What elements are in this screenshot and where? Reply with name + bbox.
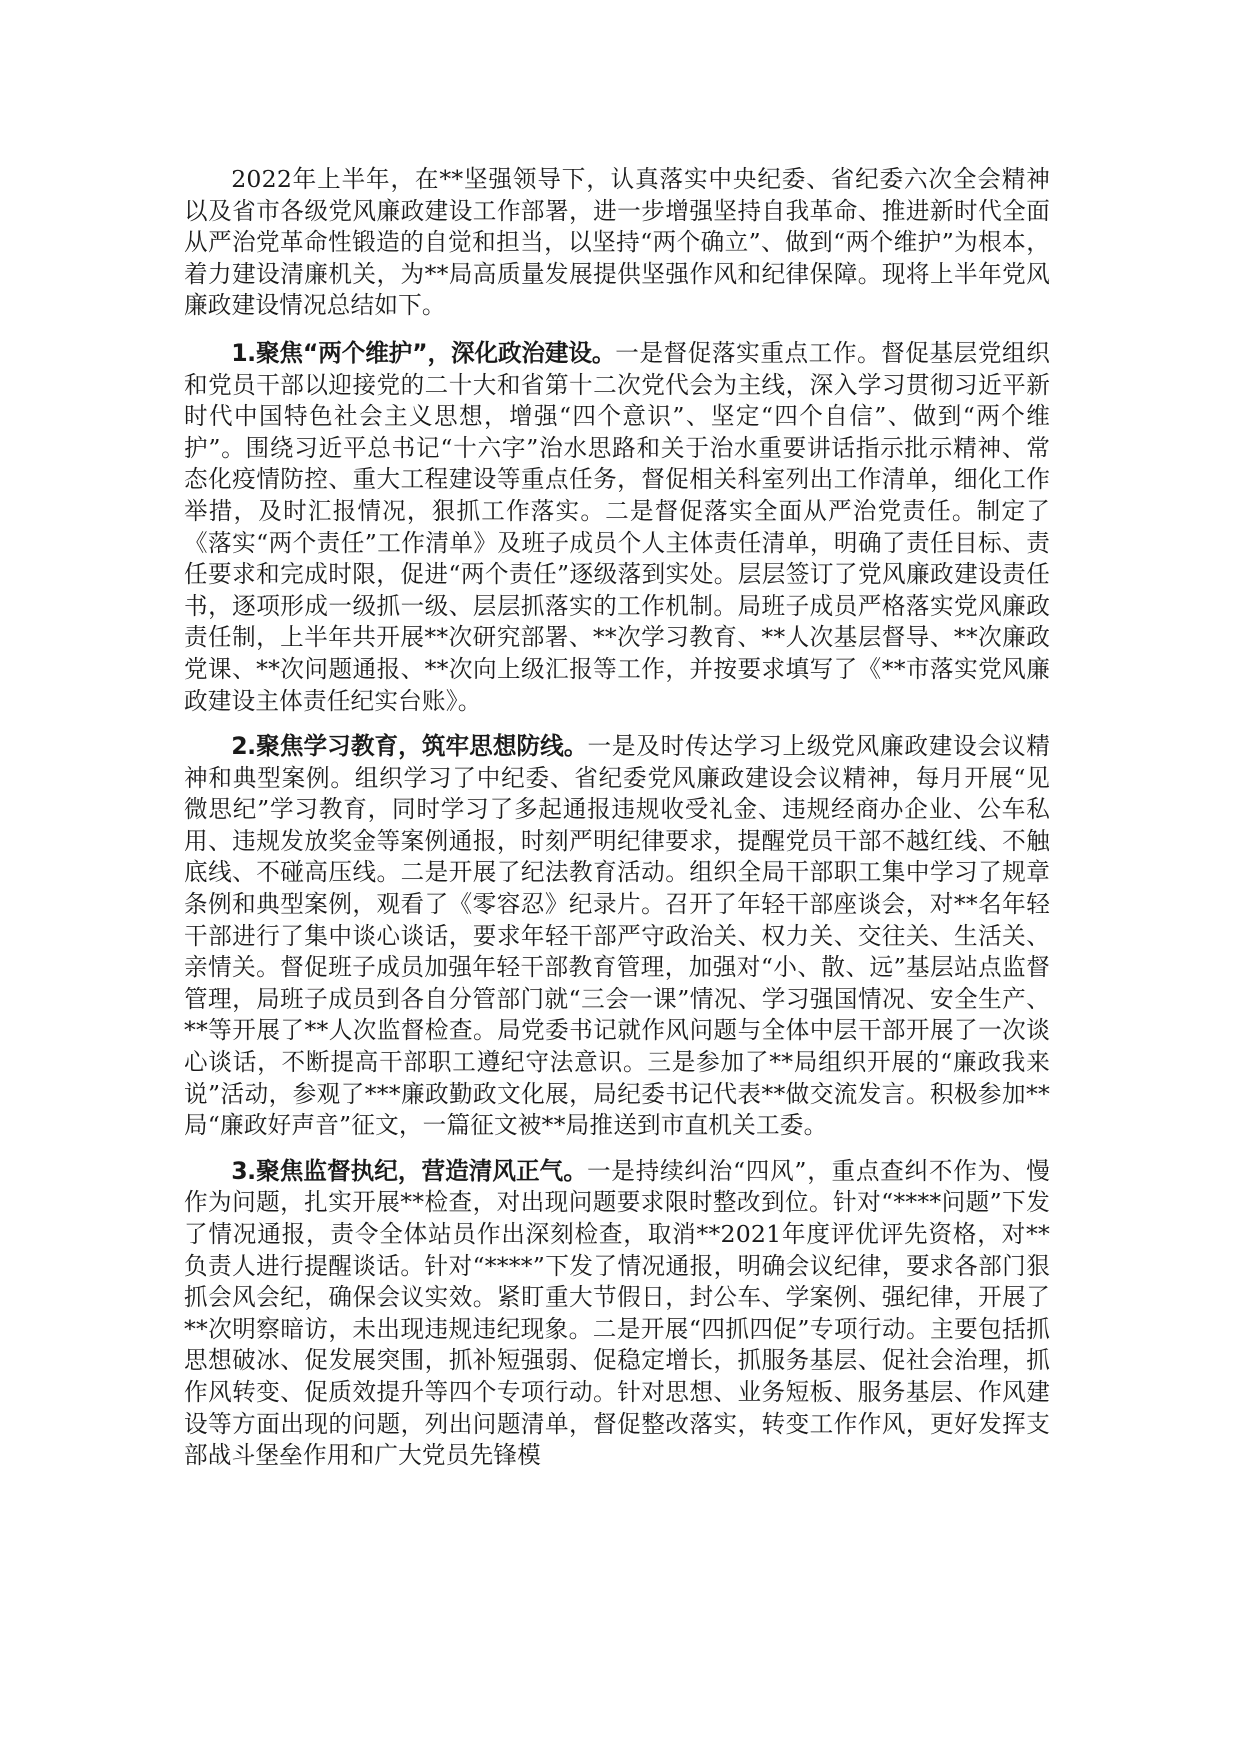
section-1-paragraph xyxy=(184,338,1050,717)
section-2-paragraph xyxy=(184,731,1050,1142)
section-2-heading: 2.聚焦学习教育，筑牢思想防线。 xyxy=(231,732,588,761)
section-3-body: 一是持续纠治“四风”，重点查纠不作为、慢作为问题，扎实开展**检查，对出现问题要求限时整改到位。针对“****问题”下发了情况通报，责令全体站员作出深刻检查，取消**2021年度评优评先资格，对**负责人进行提醒谈话。针对“****”下发了情况通报，明确会议纪律，要求各部门狠抓会风会纪，确保会议实效。紧盯重大节假日，封公车、学案例、强纪律，开展了**次明察暗访，未出现违规违纪现象。二是开展“四抓四促”专项行动。主要包括抓思想破冰、促发展突围，抓补短强弱、促稳定增长，抓服务基层、促社会治理，抓作风转变、促质效提升等四个专项行动。针对思想、业务短板、服务基层、作风建设等方面出现的问题，列出问题清单，督促整改落实，转变工作作风，更好发挥支部战斗堡垒作用和广大党员先锋模 xyxy=(184,1156,1050,1470)
section-1-heading: 1.聚焦“两个维护”，深化政治建设。 xyxy=(231,338,616,367)
section-1-body: 一是督促落实重点工作。督促基层党组织和党员干部以迎接党的二十大和省第十二次党代会为主线，深入学习贯彻习近平新时代中国特色社会主义思想，增强“四个意识”、坚定“四个自信”、做到“两个维护”。围绕习近平总书记“十六字”治水思路和关于治水重要讲话指示批示精神、常态化疫情防控、重大工程建设等重点任务，督促相关科室列出工作清单，细化工作举措，及时汇报情况，狠抓工作落实。二是督促落实全面从严治党责任。制定了《落实“两个责任”工作清单》及班子成员个人主体责任清单，明确了责任目标、责任要求和完成时限，促进“两个责任”逐级落到实处。层层签订了党风廉政建设责任书，逐项形成一级抓一级、层层抓落实的工作机制。局班子成员严格落实党风廉政责任制，上半年共开展**次研究部署、**次学习教育、**人次基层督导、**次廉政党课、**次问题通报、**次向上级汇报等工作，并按要求填写了《**市落实党风廉政建设主体责任纪实台账》。 xyxy=(184,338,1050,715)
document-page xyxy=(184,164,1050,1486)
intro-paragraph: 2022年上半年，在**坚强领导下，认真落实中央纪委、省纪委六次全会精神以及省市各级党风廉政建设工作部署，进一步增强坚持自我革命、推进新时代全面从严治党革命性锻造的自觉和担当，以坚持“两个确立”、做到“两个维护”为根本，着力建设清廉机关，为**局高质量发展提供坚强作风和纪律保障。现将上半年党风廉政建设情况总结如下。 xyxy=(184,165,1050,320)
section-3-paragraph xyxy=(184,1156,1050,1472)
section-3-heading: 3.聚焦监督执纪，营造清风正气。 xyxy=(231,1156,587,1185)
section-2-body: 一是及时传达学习上级党风廉政建设会议精神和典型案例。组织学习了中纪委、省纪委党风廉政建设会议精神，每月开展“见微思纪”学习教育，同时学习了多起通报违规收受礼金、违规经商办企业、公车私用、违规发放奖金等案例通报，时刻严明纪律要求，提醒党员干部不越红线、不触底线、不碰高压线。二是开展了纪法教育活动。组织全局干部职工集中学习了规章条例和典型案例，观看了《零容忍》纪录片。召开了年轻干部座谈会，对**名年轻干部进行了集中谈心谈话，要求年轻干部严守政治关、权力关、交往关、生活关、亲情关。督促班子成员加强年轻干部教育管理，加强对“小、散、远”基层站点监督管理，局班子成员到各自分管部门就“三会一课”情况、学习强国情况、安全生产、**等开展了**人次监督检查。局党委书记就作风问题与全体中层干部开展了一次谈心谈话，不断提高干部职工遵纪守法意识。三是参加了**局组织开展的“廉政我来说”活动，参观了***廉政勤政文化展，局纪委书记代表**做交流发言。积极参加**局“廉政好声音”征文，一篇征文被**局推送到市直机关工委。 xyxy=(184,732,1050,1140)
